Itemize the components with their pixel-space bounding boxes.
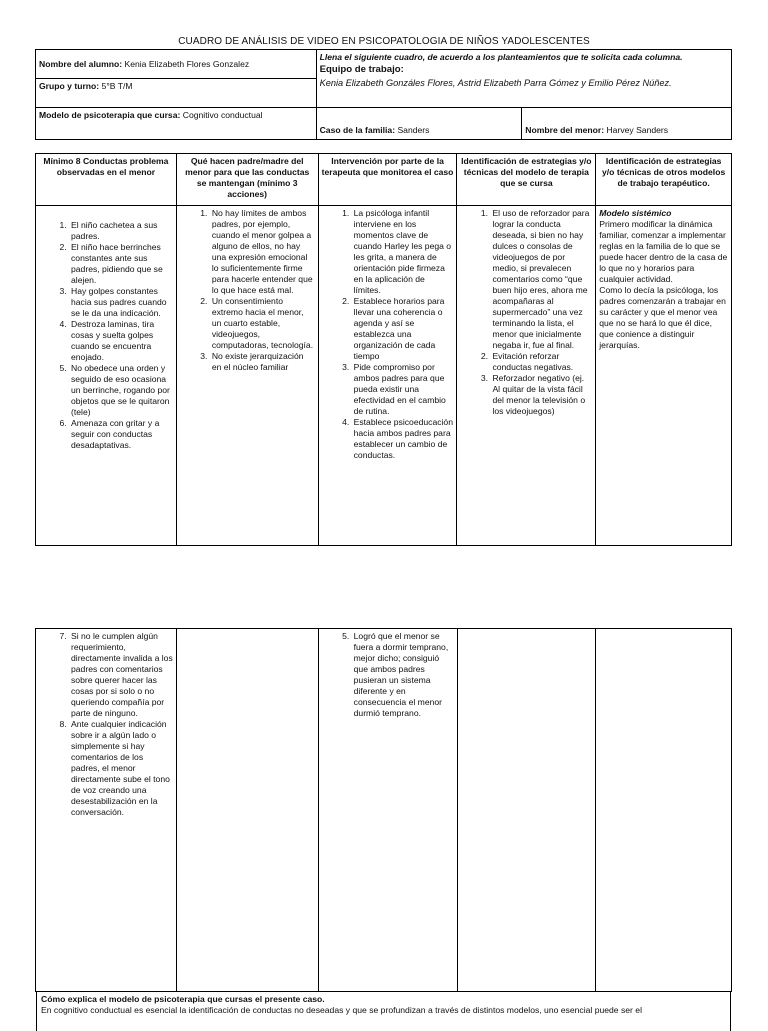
minor-label: Nombre del menor: xyxy=(525,125,605,135)
conductas-list xyxy=(39,220,173,451)
col-header-intervencion: Intervención por parte de la terapeuta que monitorea el caso xyxy=(318,154,457,206)
col-header-padres: Qué hacen padre/madre del menor para que las conductas se mantengan (mínimo 3 acciones) xyxy=(176,154,318,206)
list-item: 5. No obedece una orden y seguido de eso ocasiona un berrinche, rogando por objetos que se le quitaron (tele) xyxy=(69,363,173,418)
student-name-value: Kenia Elizabeth Flores Gonzalez xyxy=(124,58,250,69)
col-header-estrategias: Identificación de estrategias y/o técnicas del modelo de terapia que se cursa xyxy=(457,154,596,206)
intervencion-cell-cont xyxy=(318,629,457,992)
padres-cell-cont xyxy=(176,629,318,992)
case-value: Sanders xyxy=(397,125,430,135)
list-item: 3. Pide compromiso por ambos padres para que pueda existir una efectividad en el cambio de rutina. xyxy=(352,362,454,417)
list-item: 4. Destroza laminas, tira cosas y suelta golpes cuando se encuentra enojado. xyxy=(69,319,173,363)
otros-cell xyxy=(596,206,732,546)
team-members: Kenia Elizabeth Gonzáles Flores, Astrid Elizabeth Parra Gómez y Emilio Pérez Núñez. xyxy=(319,78,672,89)
list-item: 3. Hay golpes constantes hacia sus padres cuando se le da una indicación. xyxy=(69,286,173,319)
group-label: Grupo y turno: xyxy=(39,81,100,91)
list-item: 1. El uso de reforzador para lograr la conducta deseada, si bien no hay dulces o consolas de videojuegos de por medio, si prevalecen comentarios como “que buen hijo eres, ahora me acompañaras al supermercado” una vez terminando la lista, el menor que inicialmente negaba ir, fue al final. xyxy=(490,208,592,351)
analysis-table-page1 xyxy=(35,153,732,546)
explanation-heading: Cómo explica el modelo de psicoterapia que cursas el presente caso. xyxy=(41,994,325,1004)
intervencion-list xyxy=(322,208,454,461)
team-label: Equipo de trabajo: xyxy=(319,64,404,75)
col-header-otros: Identificación de estrategias y/o técnicas de otros modelos de trabajo terapéutico. xyxy=(596,154,732,206)
document-title: CUADRO DE ANÁLISIS DE VIDEO EN PSICOPATOLOGIA DE NIÑOS YADOLESCENTES xyxy=(178,36,590,47)
model-value: Cognitivo conductual xyxy=(182,110,263,120)
list-item: 1. No hay límites de ambos padres, por ejemplo, cuando el menor golpea a alguno de ellos, no hay una expresión emocional lo suficientemente firme para hacerle entender que lo que hace está mal. xyxy=(210,208,315,296)
model-explanation-section xyxy=(36,991,731,1031)
list-item: 2. Evitación reforzar conductas negativas. xyxy=(490,351,592,373)
list-item: 1. La psicóloga infantil interviene en los momentos clave de cuando Harley les pega o les grita, a manera de orientación pide firmeza en la aplicación de límites. xyxy=(352,208,454,296)
student-name-cell xyxy=(36,50,317,79)
intervencion-cell xyxy=(318,206,457,546)
list-item: 5. Logró que el menor se fuera a dormir temprano, mejor dicho; consiguió que ambos padres pusieran un sistema diferente y en consecuencia el menor durmió temprano. xyxy=(352,631,454,719)
case-cell xyxy=(316,108,522,140)
list-item: 1. El niño cachetea a sus padres. xyxy=(69,220,173,242)
padres-list xyxy=(180,208,315,373)
estrategias-list xyxy=(460,208,592,417)
list-item: 2. Establece horarios para llevar una coherencia o agenda y así se establezca una organización de cada tiempo xyxy=(352,296,454,362)
student-name-label: Nombre del alumno: xyxy=(39,58,123,69)
header-table xyxy=(35,49,732,140)
minor-cell xyxy=(522,108,732,140)
intervencion-list-cont xyxy=(322,631,454,719)
otros-cell-cont xyxy=(596,629,732,992)
conductas-cell xyxy=(36,206,177,546)
group-cell xyxy=(36,79,317,108)
group-value: 5°B T/M xyxy=(101,81,133,91)
list-item: 8. Ante cualquier indicación sobre ir a algún lado o simplemente si hay comentarios de los padres, el menor directamente sube el tono de voz creando una desestabilización en la conversación. xyxy=(69,719,173,818)
explanation-text: En cognitivo conductual es esencial la identificación de conductas no deseadas y que se profundizan a través de distintos modelos, uno esencial puede ser el xyxy=(41,1005,642,1016)
list-item: 3. Reforzador negativo (ej. Al quitar de la vista fácil del menor la televisión o los videojuegos) xyxy=(490,373,592,417)
estrategias-cell-cont xyxy=(457,629,596,992)
list-item: 4. Establece psicoeducación hacia ambos padres para establecer un cambio de conductas. xyxy=(352,417,454,461)
instruction-text: Llena el siguiente cuadro, de acuerdo a los planteamientos que te solicita cada columna. xyxy=(319,52,683,62)
list-item: 2. El niño hace berrinches constantes ante sus padres, pidiendo que se alejen. xyxy=(69,242,173,286)
case-label: Caso de la familia: xyxy=(319,125,396,135)
padres-cell xyxy=(176,206,318,546)
conductas-list-cont xyxy=(39,631,173,818)
estrategias-cell xyxy=(457,206,596,546)
list-item: 2. Un consentimiento extremo hacia el menor, un cuarto estable, videojuegos, computadoras, tecnología. xyxy=(210,296,315,351)
col-header-conductas: Mínimo 8 Conductas problema observadas en el menor xyxy=(36,154,177,206)
list-item: 6. Amenaza con gritar y a seguir con conductas desadaptativas. xyxy=(69,418,173,451)
list-item: 3. No existe jerarquización en el núcleo familiar xyxy=(210,351,315,373)
otros-model-text: Primero modificar la dinámica familiar, comenzar a implementar reglas en la familia de lo que se puede hacer dentro de la casa de lo que no y horarios para cualquier actividad. Como lo decía la psicóloga, los padres comenzarán a trabajar en su carácter y que el menor vea que no se hará lo que él dice, que conience a distinguir jerarquías. xyxy=(599,219,728,350)
model-cell xyxy=(36,108,317,140)
otros-model-title: Modelo sistémico xyxy=(599,208,672,218)
model-label: Modelo de psicoterapia que cursa: xyxy=(39,110,181,120)
analysis-table-page2 xyxy=(35,628,732,992)
minor-value: Harvey Sanders xyxy=(606,125,669,135)
team-cell xyxy=(316,50,731,108)
conductas-cell-cont xyxy=(36,629,177,992)
list-item: 7. Si no le cumplen algún requerimiento, directamente invalida a los padres con comentarios sobre querer hacer las cosas por si solo o no queriendo compañía por parte de ninguno. xyxy=(69,631,173,719)
